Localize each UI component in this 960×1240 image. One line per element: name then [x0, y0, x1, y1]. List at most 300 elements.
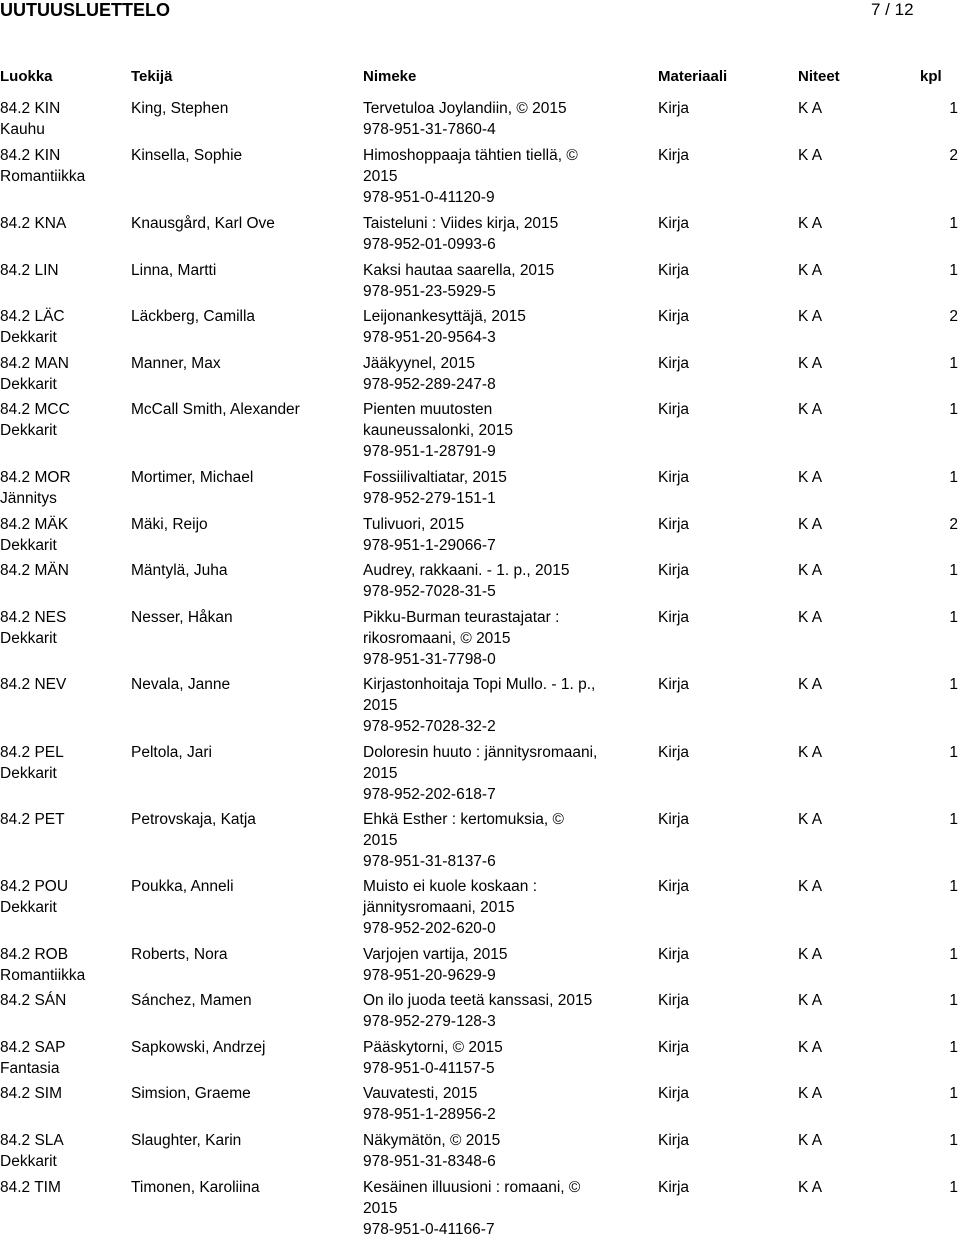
tekija-cell-line: Knausgård, Karl Ove	[131, 215, 275, 232]
kpl-cell	[900, 98, 958, 119]
nimeke-cell-line: rikosromaani, © 2015	[363, 630, 511, 647]
tekija-cell-line: Mäntylä, Juha	[131, 562, 228, 579]
luokka-cell-line: Dekkarit	[0, 376, 57, 393]
niteet-cell-line: K A	[798, 262, 823, 279]
luokka-cell	[0, 260, 125, 281]
kpl-cell-line: 1	[949, 1039, 958, 1056]
tekija-cell-line: Kinsella, Sophie	[131, 147, 243, 164]
luokka-cell-line: Dekkarit	[0, 537, 57, 554]
niteet-cell	[798, 353, 878, 374]
nimeke-cell-line: Ehkä Esther : kertomuksia, ©	[363, 811, 564, 828]
niteet-cell	[798, 990, 878, 1011]
materiaali-cell-line: Kirja	[658, 811, 690, 828]
column-header-tekija: Tekijä	[131, 68, 173, 85]
materiaali-cell-line: Kirja	[658, 262, 690, 279]
materiaali-cell	[658, 876, 778, 897]
nimeke-cell	[363, 876, 653, 939]
nimeke-cell	[363, 1177, 653, 1240]
luokka-cell	[0, 353, 125, 395]
luokka-cell-line: 84.2 KNA	[0, 215, 67, 232]
tekija-cell-line: Linna, Martti	[131, 262, 217, 279]
nimeke-cell-line: 2015	[363, 832, 398, 849]
kpl-cell	[900, 742, 958, 763]
niteet-cell	[798, 145, 878, 166]
tekija-cell	[131, 876, 356, 897]
nimeke-cell-line: Taisteluni : Viides kirja, 2015	[363, 215, 559, 232]
kpl-cell	[900, 876, 958, 897]
page-title: UUTUUSLUETTELO	[0, 0, 170, 20]
nimeke-cell-line: 2015	[363, 765, 398, 782]
kpl-cell	[900, 990, 958, 1011]
kpl-cell-line: 2	[949, 308, 958, 325]
kpl-cell-line: 1	[949, 1085, 958, 1102]
niteet-cell	[798, 944, 878, 965]
materiaali-cell	[658, 1130, 778, 1151]
kpl-cell	[900, 944, 958, 965]
nimeke-cell-line: 2015	[363, 1200, 398, 1217]
niteet-cell	[798, 1130, 878, 1151]
nimeke-cell	[363, 742, 653, 805]
materiaali-cell-line: Kirja	[658, 1132, 690, 1149]
nimeke-cell-line: Vauvatesti, 2015	[363, 1085, 478, 1102]
tekija-cell	[131, 260, 356, 281]
kpl-cell	[900, 1083, 958, 1104]
niteet-cell-line: K A	[798, 878, 823, 895]
nimeke-cell	[363, 514, 653, 556]
kpl-cell-line: 1	[949, 878, 958, 895]
luokka-cell	[0, 98, 125, 140]
materiaali-cell-line: Kirja	[658, 308, 690, 325]
tekija-cell	[131, 1130, 356, 1151]
luokka-cell-line: 84.2 TIM	[0, 1179, 61, 1196]
kpl-cell-line: 1	[949, 946, 958, 963]
nimeke-cell-line: 978-951-1-28956-2	[363, 1106, 496, 1123]
kpl-cell	[900, 514, 958, 535]
kpl-cell	[900, 809, 958, 830]
nimeke-cell	[363, 260, 653, 302]
kpl-cell	[900, 145, 958, 166]
luokka-cell	[0, 399, 125, 441]
luokka-cell-line: 84.2 POU	[0, 878, 69, 895]
nimeke-cell	[363, 990, 653, 1032]
nimeke-cell-line: Pienten muutosten	[363, 401, 493, 418]
nimeke-cell-line: Audrey, rakkaani. - 1. p., 2015	[363, 562, 570, 579]
tekija-cell-line: Mortimer, Michael	[131, 469, 254, 486]
nimeke-cell-line: 978-952-7028-31-5	[363, 583, 496, 600]
kpl-cell-line: 1	[949, 676, 958, 693]
niteet-cell-line: K A	[798, 100, 823, 117]
nimeke-cell-line: Muisto ei kuole koskaan :	[363, 878, 538, 895]
materiaali-cell	[658, 98, 778, 119]
nimeke-cell-line: 978-951-23-5929-5	[363, 283, 496, 300]
nimeke-cell	[363, 306, 653, 348]
luokka-cell	[0, 1037, 125, 1079]
nimeke-cell-line: Tervetuloa Joylandiin, © 2015	[363, 100, 567, 117]
kpl-cell-line: 1	[949, 355, 958, 372]
nimeke-cell	[363, 399, 653, 462]
materiaali-cell	[658, 1177, 778, 1198]
luokka-cell-line: 84.2 PEL	[0, 744, 64, 761]
materiaali-cell	[658, 990, 778, 1011]
nimeke-cell-line: kauneussalonki, 2015	[363, 422, 513, 439]
kpl-cell	[900, 607, 958, 628]
materiaali-cell-line: Kirja	[658, 992, 690, 1009]
tekija-cell-line: Mäki, Reijo	[131, 516, 208, 533]
luokka-cell	[0, 145, 125, 187]
luokka-cell-line: 84.2 SLA	[0, 1132, 64, 1149]
niteet-cell	[798, 260, 878, 281]
luokka-cell-line: 84.2 NES	[0, 609, 67, 626]
materiaali-cell-line: Kirja	[658, 147, 690, 164]
luokka-cell	[0, 514, 125, 556]
niteet-cell-line: K A	[798, 401, 823, 418]
niteet-cell-line: K A	[798, 946, 823, 963]
niteet-cell-line: K A	[798, 215, 823, 232]
tekija-cell	[131, 1083, 356, 1104]
materiaali-cell	[658, 514, 778, 535]
materiaali-cell-line: Kirja	[658, 1085, 690, 1102]
materiaali-cell-line: Kirja	[658, 1179, 690, 1196]
tekija-cell-line: Slaughter, Karin	[131, 1132, 242, 1149]
kpl-cell	[900, 674, 958, 695]
nimeke-cell-line: 978-951-31-8137-6	[363, 853, 496, 870]
materiaali-cell-line: Kirja	[658, 1039, 690, 1056]
kpl-cell	[900, 306, 958, 327]
luokka-cell-line: 84.2 SAP	[0, 1039, 66, 1056]
luokka-cell-line: Kauhu	[0, 121, 45, 138]
nimeke-cell	[363, 944, 653, 986]
materiaali-cell	[658, 944, 778, 965]
tekija-cell	[131, 145, 356, 166]
nimeke-cell-line: Kesäinen illuusioni : romaani, ©	[363, 1179, 581, 1196]
luokka-cell-line: Fantasia	[0, 1060, 60, 1077]
materiaali-cell	[658, 674, 778, 695]
nimeke-cell-line: 978-952-202-620-0	[363, 920, 496, 937]
luokka-cell	[0, 809, 125, 830]
niteet-cell	[798, 213, 878, 234]
luokka-cell	[0, 560, 125, 581]
niteet-cell	[798, 467, 878, 488]
tekija-cell-line: Timonen, Karoliina	[131, 1179, 260, 1196]
luokka-cell	[0, 213, 125, 234]
nimeke-cell-line: Varjojen vartija, 2015	[363, 946, 508, 963]
luokka-cell	[0, 607, 125, 649]
nimeke-cell	[363, 98, 653, 140]
kpl-cell	[900, 1130, 958, 1151]
niteet-cell-line: K A	[798, 1085, 823, 1102]
materiaali-cell	[658, 145, 778, 166]
tekija-cell	[131, 560, 356, 581]
niteet-cell	[798, 674, 878, 695]
luokka-cell	[0, 876, 125, 918]
nimeke-cell-line: 978-952-289-247-8	[363, 376, 496, 393]
nimeke-cell-line: 978-951-0-41157-5	[363, 1060, 495, 1077]
materiaali-cell	[658, 809, 778, 830]
materiaali-cell	[658, 467, 778, 488]
luokka-cell	[0, 306, 125, 348]
nimeke-cell	[363, 674, 653, 737]
niteet-cell-line: K A	[798, 516, 823, 533]
materiaali-cell-line: Kirja	[658, 676, 690, 693]
nimeke-cell-line: Tulivuori, 2015	[363, 516, 465, 533]
materiaali-cell	[658, 353, 778, 374]
nimeke-cell-line: Kirjastonhoitaja Topi Mullo. - 1. p.,	[363, 676, 596, 693]
nimeke-cell-line: 978-951-31-7860-4	[363, 121, 496, 138]
nimeke-cell-line: 978-952-279-151-1	[363, 490, 496, 507]
kpl-cell-line: 2	[949, 147, 958, 164]
tekija-cell	[131, 607, 356, 628]
kpl-cell-line: 1	[949, 562, 958, 579]
materiaali-cell	[658, 560, 778, 581]
materiaali-cell-line: Kirja	[658, 100, 690, 117]
kpl-cell-line: 1	[949, 100, 958, 117]
materiaali-cell	[658, 1037, 778, 1058]
kpl-cell	[900, 260, 958, 281]
nimeke-cell-line: 978-952-279-128-3	[363, 1013, 496, 1030]
luokka-cell-line: Dekkarit	[0, 765, 57, 782]
niteet-cell	[798, 560, 878, 581]
nimeke-cell-line: Näkymätön, © 2015	[363, 1132, 501, 1149]
kpl-cell-line: 1	[949, 609, 958, 626]
niteet-cell-line: K A	[798, 609, 823, 626]
luokka-cell-line: Romantiikka	[0, 168, 86, 185]
materiaali-cell	[658, 1083, 778, 1104]
luokka-cell	[0, 990, 125, 1011]
niteet-cell	[798, 876, 878, 897]
luokka-cell-line: Jännitys	[0, 490, 57, 507]
niteet-cell-line: K A	[798, 811, 823, 828]
luokka-cell	[0, 1130, 125, 1172]
niteet-cell-line: K A	[798, 147, 823, 164]
luokka-cell-line: Romantiikka	[0, 967, 86, 984]
niteet-cell	[798, 514, 878, 535]
materiaali-cell-line: Kirja	[658, 609, 690, 626]
kpl-cell-line: 1	[949, 215, 958, 232]
materiaali-cell	[658, 260, 778, 281]
materiaali-cell-line: Kirja	[658, 516, 690, 533]
kpl-cell	[900, 399, 958, 420]
nimeke-cell-line: 978-952-01-0993-6	[363, 236, 496, 253]
tekija-cell-line: McCall Smith, Alexander	[131, 401, 300, 418]
luokka-cell	[0, 674, 125, 695]
luokka-cell-line: 84.2 MAN	[0, 355, 69, 372]
tekija-cell	[131, 306, 356, 327]
luokka-cell-line: 84.2 LIN	[0, 262, 59, 279]
kpl-cell	[900, 1177, 958, 1198]
tekija-cell-line: Roberts, Nora	[131, 946, 228, 963]
nimeke-cell-line: 978-951-0-41120-9	[363, 189, 495, 206]
nimeke-cell	[363, 607, 653, 670]
nimeke-cell-line: Doloresin huuto : jännitysromaani,	[363, 744, 598, 761]
tekija-cell	[131, 674, 356, 695]
luokka-cell	[0, 944, 125, 986]
nimeke-cell-line: Fossiilivaltiatar, 2015	[363, 469, 507, 486]
luokka-cell-line: 84.2 MÄN	[0, 562, 69, 579]
luokka-cell-line: 84.2 SIM	[0, 1085, 63, 1102]
materiaali-cell-line: Kirja	[658, 469, 690, 486]
nimeke-cell-line: 978-951-31-7798-0	[363, 651, 496, 668]
niteet-cell	[798, 809, 878, 830]
niteet-cell	[798, 98, 878, 119]
luokka-cell-line: 84.2 MOR	[0, 469, 71, 486]
materiaali-cell	[658, 607, 778, 628]
tekija-cell-line: Läckberg, Camilla	[131, 308, 256, 325]
niteet-cell-line: K A	[798, 469, 823, 486]
nimeke-cell-line: Pikku-Burman teurastajatar :	[363, 609, 560, 626]
nimeke-cell-line: 978-951-31-8348-6	[363, 1153, 496, 1170]
materiaali-cell-line: Kirja	[658, 355, 690, 372]
nimeke-cell-line: 978-952-202-618-7	[363, 786, 496, 803]
tekija-cell	[131, 467, 356, 488]
column-header-niteet: Niteet	[798, 68, 840, 85]
luokka-cell	[0, 742, 125, 784]
tekija-cell-line: Sánchez, Mamen	[131, 992, 252, 1009]
materiaali-cell-line: Kirja	[658, 401, 690, 418]
kpl-cell-line: 1	[949, 992, 958, 1009]
column-header-materiaali: Materiaali	[658, 68, 728, 85]
luokka-cell-line: 84.2 MÄK	[0, 516, 69, 533]
nimeke-cell-line: Himoshoppaaja tähtien tiellä, ©	[363, 147, 578, 164]
tekija-cell	[131, 213, 356, 234]
kpl-cell	[900, 467, 958, 488]
niteet-cell	[798, 306, 878, 327]
kpl-cell	[900, 353, 958, 374]
luokka-cell-line: 84.2 NEV	[0, 676, 67, 693]
tekija-cell	[131, 98, 356, 119]
niteet-cell-line: K A	[798, 1132, 823, 1149]
nimeke-cell-line: 2015	[363, 697, 398, 714]
nimeke-cell-line: Kaksi hautaa saarella, 2015	[363, 262, 555, 279]
nimeke-cell-line: Jääkyynel, 2015	[363, 355, 476, 372]
nimeke-cell	[363, 145, 653, 208]
luokka-cell-line: Dekkarit	[0, 630, 57, 647]
nimeke-cell-line: 978-952-7028-32-2	[363, 718, 496, 735]
materiaali-cell-line: Kirja	[658, 562, 690, 579]
niteet-cell-line: K A	[798, 308, 823, 325]
tekija-cell-line: Simsion, Graeme	[131, 1085, 251, 1102]
kpl-cell-line: 1	[949, 744, 958, 761]
nimeke-cell-line: Leijonankesyttäjä, 2015	[363, 308, 526, 325]
nimeke-cell-line: 978-951-20-9564-3	[363, 329, 496, 346]
nimeke-cell	[363, 560, 653, 602]
tekija-cell	[131, 514, 356, 535]
tekija-cell	[131, 353, 356, 374]
luokka-cell-line: 84.2 KIN	[0, 147, 61, 164]
niteet-cell	[798, 607, 878, 628]
niteet-cell-line: K A	[798, 1179, 823, 1196]
nimeke-cell	[363, 213, 653, 255]
luokka-cell-line: Dekkarit	[0, 329, 57, 346]
luokka-cell-line: Dekkarit	[0, 422, 57, 439]
kpl-cell-line: 1	[949, 401, 958, 418]
materiaali-cell-line: Kirja	[658, 878, 690, 895]
materiaali-cell	[658, 306, 778, 327]
tekija-cell	[131, 809, 356, 830]
nimeke-cell	[363, 1037, 653, 1079]
kpl-cell	[900, 213, 958, 234]
tekija-cell	[131, 990, 356, 1011]
nimeke-cell-line: Pääskytorni, © 2015	[363, 1039, 503, 1056]
kpl-cell-line: 1	[949, 262, 958, 279]
nimeke-cell	[363, 1130, 653, 1172]
nimeke-cell	[363, 353, 653, 395]
luokka-cell-line: 84.2 MCC	[0, 401, 70, 418]
tekija-cell-line: Nevala, Janne	[131, 676, 231, 693]
niteet-cell-line: K A	[798, 676, 823, 693]
niteet-cell	[798, 1177, 878, 1198]
nimeke-cell-line: On ilo juoda teetä kanssasi, 2015	[363, 992, 593, 1009]
luokka-cell	[0, 467, 125, 509]
luokka-cell-line: 84.2 LÄC	[0, 308, 65, 325]
column-header-kpl: kpl	[920, 68, 942, 85]
tekija-cell-line: Sapkowski, Andrzej	[131, 1039, 266, 1056]
column-header-luokka: Luokka	[0, 68, 53, 85]
kpl-cell	[900, 1037, 958, 1058]
nimeke-cell-line: 978-951-20-9629-9	[363, 967, 496, 984]
kpl-cell-line: 1	[949, 1132, 958, 1149]
kpl-cell-line: 2	[949, 516, 958, 533]
nimeke-cell-line: 978-951-1-28791-9	[363, 443, 496, 460]
tekija-cell-line: Manner, Max	[131, 355, 221, 372]
niteet-cell	[798, 742, 878, 763]
luokka-cell-line: Dekkarit	[0, 899, 57, 916]
nimeke-cell-line: 978-951-1-29066-7	[363, 537, 496, 554]
tekija-cell	[131, 1177, 356, 1198]
kpl-cell	[900, 560, 958, 581]
tekija-cell-line: Peltola, Jari	[131, 744, 212, 761]
niteet-cell	[798, 1037, 878, 1058]
niteet-cell-line: K A	[798, 355, 823, 372]
luokka-cell-line: Dekkarit	[0, 1153, 57, 1170]
nimeke-cell-line: 978-951-0-41166-7	[363, 1221, 495, 1238]
materiaali-cell	[658, 213, 778, 234]
luokka-cell-line: 84.2 ROB	[0, 946, 69, 963]
luokka-cell	[0, 1177, 125, 1198]
luokka-cell-line: 84.2 SÁN	[0, 992, 67, 1009]
tekija-cell	[131, 742, 356, 763]
tekija-cell	[131, 944, 356, 965]
page-number: 7 / 12	[871, 0, 914, 19]
nimeke-cell	[363, 1083, 653, 1125]
tekija-cell-line: Petrovskaja, Katja	[131, 811, 256, 828]
materiaali-cell	[658, 742, 778, 763]
materiaali-cell	[658, 399, 778, 420]
tekija-cell-line: King, Stephen	[131, 100, 229, 117]
nimeke-cell-line: jännitysromaani, 2015	[363, 899, 515, 916]
kpl-cell-line: 1	[949, 1179, 958, 1196]
tekija-cell-line: Nesser, Håkan	[131, 609, 233, 626]
luokka-cell-line: 84.2 PET	[0, 811, 65, 828]
niteet-cell-line: K A	[798, 562, 823, 579]
tekija-cell	[131, 1037, 356, 1058]
niteet-cell	[798, 1083, 878, 1104]
niteet-cell	[798, 399, 878, 420]
tekija-cell	[131, 399, 356, 420]
luokka-cell-line: 84.2 KIN	[0, 100, 61, 117]
niteet-cell-line: K A	[798, 992, 823, 1009]
nimeke-cell-line: 2015	[363, 168, 398, 185]
materiaali-cell-line: Kirja	[658, 946, 690, 963]
nimeke-cell	[363, 809, 653, 872]
materiaali-cell-line: Kirja	[658, 744, 690, 761]
materiaali-cell-line: Kirja	[658, 215, 690, 232]
niteet-cell-line: K A	[798, 744, 823, 761]
tekija-cell-line: Poukka, Anneli	[131, 878, 234, 895]
column-header-nimeke: Nimeke	[363, 68, 417, 85]
nimeke-cell	[363, 467, 653, 509]
kpl-cell-line: 1	[949, 469, 958, 486]
kpl-cell-line: 1	[949, 811, 958, 828]
